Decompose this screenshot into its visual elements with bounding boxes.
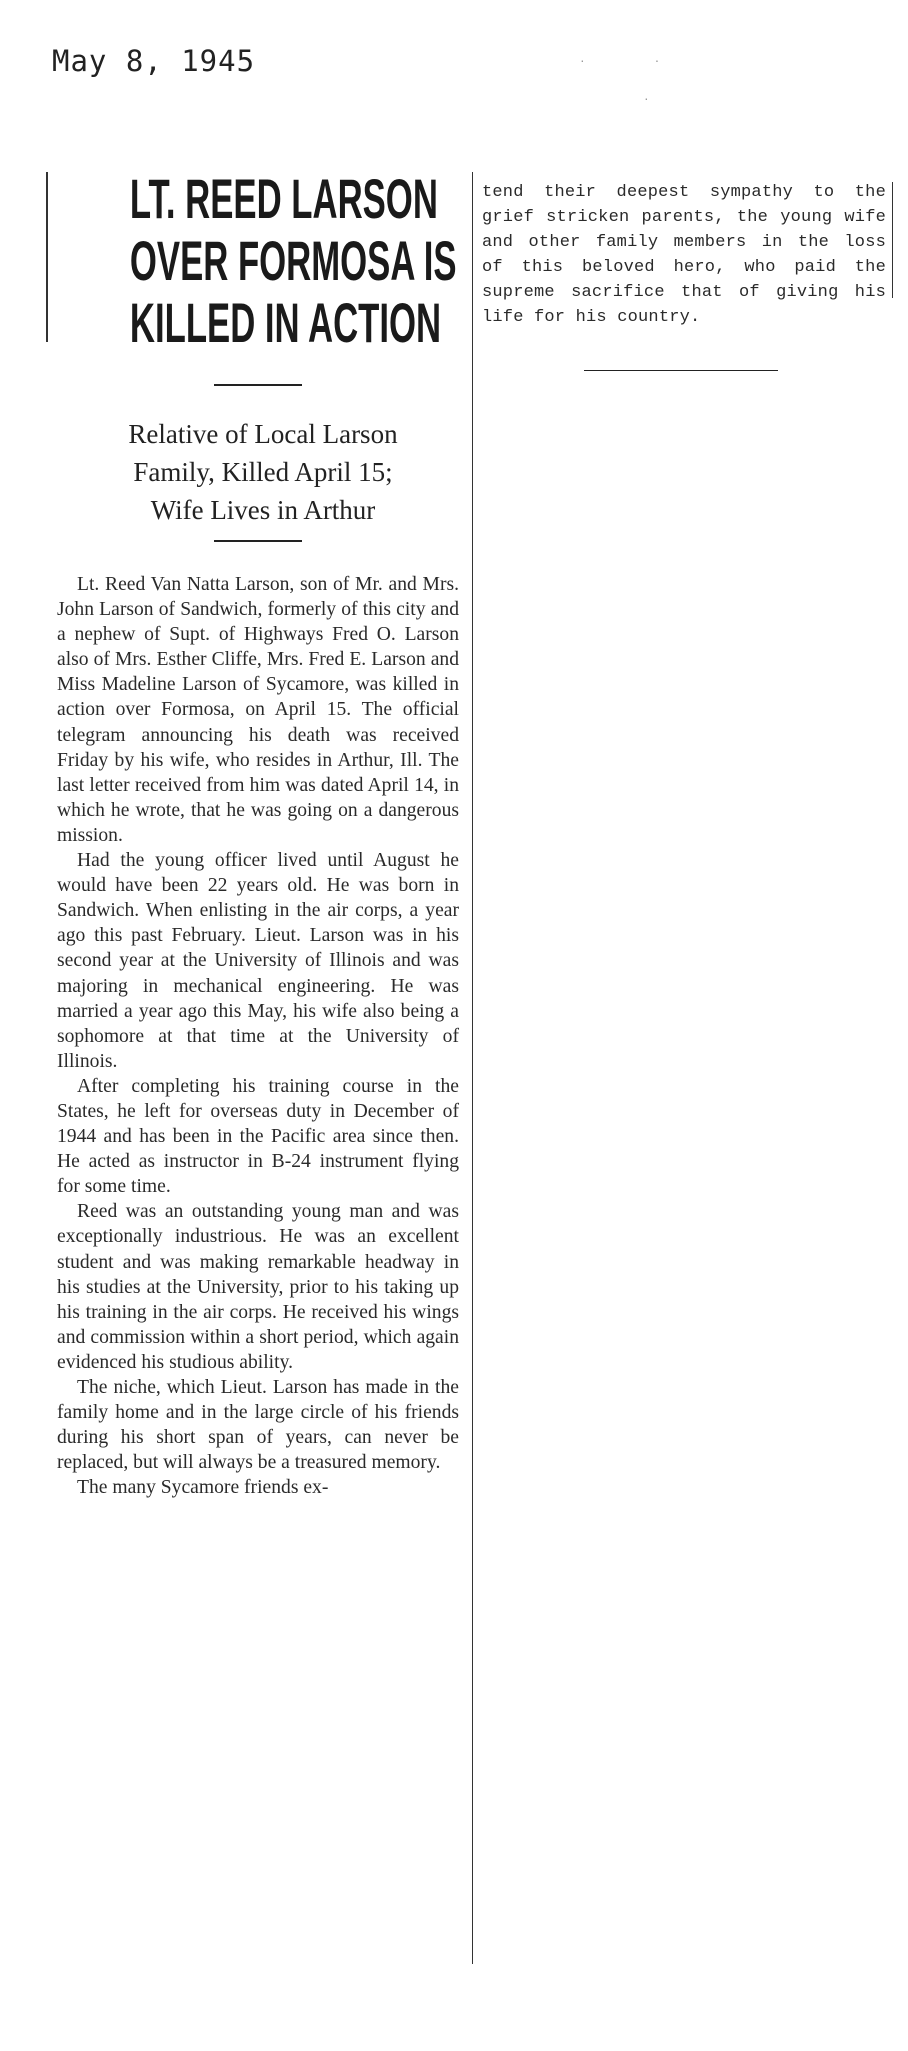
headline-line: KILLED IN ACTION (129, 291, 442, 354)
subheadline-line: Wife Lives in Arthur (150, 495, 376, 525)
headline-line: OVER FORMOSA IS (129, 229, 457, 292)
subheadline-line: Family, Killed April 15; (133, 457, 393, 487)
article-body-left-column (57, 572, 459, 1500)
subheadline-line: Relative of Local Larson (128, 419, 398, 449)
scan-speck: · · (580, 52, 660, 68)
article-paragraph: Reed was an outstanding young man and was exceptionally industrious. He was an excellent student and was making remarkable headway in his studies at the University, prior to his taking up his training in the air corps. He received his wings and commission within a short period, which again evidenced his studious ability. (57, 1201, 459, 1373)
end-of-article-rule (584, 370, 778, 371)
left-margin-rule (46, 172, 48, 342)
article-paragraph: The niche, which Lieut. Larson has made in the family home and in the large circle of his friends during his short span of years, can never be replaced, but will always be a treasured memory. (57, 1377, 459, 1474)
article-continuation: tend their deepest sympathy to the grief stricken parents, the young wife and other family members in the loss of this beloved hero, who paid the supreme sacrifice that of giving his life for his country. (482, 183, 886, 327)
subheadline-divider (214, 540, 302, 542)
article-paragraph: Had the young officer lived until August he would have been 22 years old. He was born in Sandwich. When enlisting in the air corps, a year ago this past February. Lieut. Larson was in his second year at the University of Illinois and was majoring in mechanical engineering. He was married a year ago this May, his wife also being a sophomore at that time at the University of Illinois. (57, 850, 459, 1072)
article-paragraph: The many Sycamore friends ex- (77, 1477, 329, 1499)
article-body-right-column (482, 180, 886, 330)
headline (52, 168, 462, 368)
article-paragraph: Lt. Reed Van Natta Larson, son of Mr. and Mrs. John Larson of Sandwich, formerly of this city and a nephew of Supt. of Highways Fred O. Larson also of Mrs. Esther Cliffe, Mrs. Fred E. Larson and Miss Madeline Larson of Sycamore, was killed in action over Formosa, on April 15. The official telegram announcing his death was received Friday by his wife, who resides in Arthur, Ill. The last letter received from him was dated April 14, in which he wrote, that he was going on a dangerous mission. (57, 574, 459, 846)
column-divider-rule (472, 172, 473, 1964)
article-paragraph: After completing his training course in the States, he left for overseas duty in December of 1944 and has been in the Pacific area since then. He acted as instructor in B-24 instrument flying for some time. (57, 1075, 459, 1198)
subheadline (58, 415, 468, 529)
headline-line: LT. REED LARSON (129, 167, 438, 230)
headline-divider (214, 384, 302, 386)
right-margin-rule (892, 182, 893, 298)
scan-speck: · (644, 90, 649, 106)
clipping-date: May 8, 1945 (52, 44, 256, 78)
